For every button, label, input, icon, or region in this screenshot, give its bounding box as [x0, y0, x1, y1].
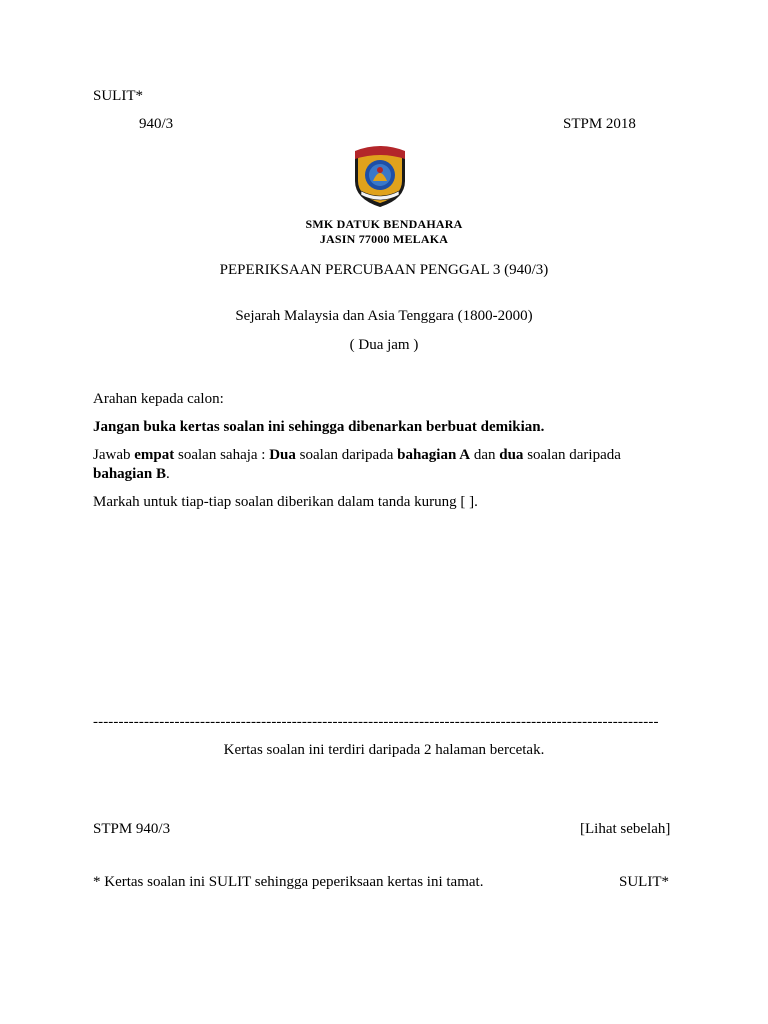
instructions-warning: Jangan buka kertas soalan ini sehingga dibenarkan berbuat demikian. — [93, 419, 545, 435]
sulit-bottom-label: SULIT* — [619, 874, 669, 890]
school-address: JASIN 77000 MELAKA — [319, 232, 449, 246]
exam-year: STPM 2018 — [563, 116, 636, 132]
answer-text-6: . — [165, 466, 170, 482]
school-name: SMK DATUK BENDAHARA — [305, 217, 463, 231]
answer-bold-dua-lower: dua — [499, 447, 524, 463]
answer-bold-bahagian-b: bahagian B — [93, 466, 166, 482]
answer-text-2: soalan sahaja : — [174, 447, 270, 463]
footer-divider: --------------------------------------------------------------------------------------------------------------- — [93, 714, 659, 730]
sulit-top-label: SULIT* — [93, 88, 143, 104]
answer-bold-bahagian-a: bahagian A — [397, 447, 471, 463]
answer-text-4: dan — [470, 447, 500, 463]
exam-subject: Sejarah Malaysia dan Asia Tenggara (1800-2000) — [235, 308, 533, 324]
answer-bold-empat: empat — [134, 447, 175, 463]
footer-paper-code: STPM 940/3 — [93, 821, 171, 837]
sulit-note: * Kertas soalan ini SULIT sehingga peperiksaan kertas ini tamat. — [93, 874, 484, 890]
paper-code: 940/3 — [139, 116, 174, 132]
instructions-answer-line1 — [93, 447, 621, 464]
exam-duration: ( Dua jam ) — [349, 337, 419, 353]
answer-text-1: Jawab — [93, 447, 135, 463]
answer-text-3: soalan daripada — [295, 447, 398, 463]
answer-bold-dua: Dua — [269, 447, 296, 463]
instructions-answer-line2 — [93, 466, 170, 483]
exam-title: PEPERIKSAAN PERCUBAAN PENGGAL 3 (940/3) — [219, 262, 549, 278]
school-crest-logo — [349, 143, 411, 209]
answer-text-5: soalan daripada — [523, 447, 621, 463]
pages-note: Kertas soalan ini terdiri daripada 2 halaman bercetak. — [223, 742, 545, 758]
see-next-page: [Lihat sebelah] — [580, 821, 671, 837]
instructions-marks: Markah untuk tiap-tiap soalan diberikan dalam tanda kurung [ ]. — [93, 494, 478, 510]
instructions-heading: Arahan kepada calon: — [93, 391, 224, 407]
